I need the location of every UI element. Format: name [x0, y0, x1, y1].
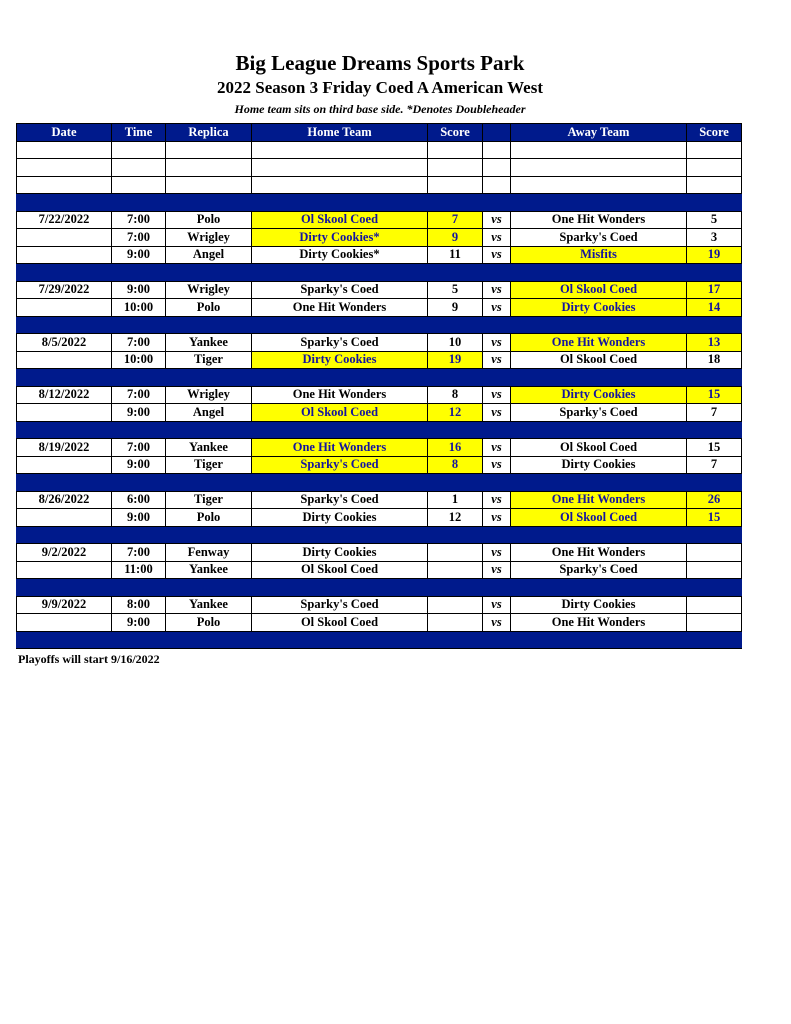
game-date: [17, 614, 112, 632]
vs-label: vs: [483, 596, 511, 614]
col-away-score: Score: [687, 124, 742, 142]
home-team: Dirty Cookies: [252, 351, 428, 369]
game-replica: Wrigley: [166, 281, 252, 299]
away-team: Misfits: [511, 246, 687, 264]
vs-label: vs: [483, 334, 511, 352]
game-replica: Angel: [166, 404, 252, 422]
away-score: 14: [687, 299, 742, 317]
home-team: Ol Skool Coed: [252, 561, 428, 579]
col-time: Time: [112, 124, 166, 142]
game-replica: Fenway: [166, 544, 252, 562]
home-team: One Hit Wonders: [252, 299, 428, 317]
home-score: 19: [428, 351, 483, 369]
away-team: Sparky's Coed: [511, 229, 687, 247]
game-time: 9:00: [112, 456, 166, 474]
game-time: 7:00: [112, 229, 166, 247]
game-date: [17, 561, 112, 579]
col-away-team: Away Team: [511, 124, 687, 142]
game-date: 7/29/2022: [17, 281, 112, 299]
week-separator: [17, 264, 742, 282]
away-team: Dirty Cookies: [511, 386, 687, 404]
home-score: 5: [428, 281, 483, 299]
game-time: 7:00: [112, 544, 166, 562]
home-team: Ol Skool Coed: [252, 404, 428, 422]
home-score: [428, 561, 483, 579]
game-row: [17, 351, 742, 369]
page-note: Home team sits on third base side. *Denotes Doubleheader: [234, 102, 526, 116]
game-replica: Tiger: [166, 491, 252, 509]
home-score: 1: [428, 491, 483, 509]
game-date: [17, 351, 112, 369]
game-row: [17, 491, 742, 509]
vs-label: vs: [483, 456, 511, 474]
game-time: 10:00: [112, 351, 166, 369]
game-row: [17, 334, 742, 352]
home-team: Dirty Cookies: [252, 544, 428, 562]
week-separator: [17, 526, 742, 544]
home-team: Ol Skool Coed: [252, 211, 428, 229]
game-date: [17, 229, 112, 247]
game-row: [17, 614, 742, 632]
away-team: Ol Skool Coed: [511, 281, 687, 299]
game-time: 9:00: [112, 404, 166, 422]
week-separator: [17, 421, 742, 439]
game-time: 7:00: [112, 439, 166, 457]
game-row: [17, 456, 742, 474]
game-replica: Yankee: [166, 596, 252, 614]
vs-label: vs: [483, 229, 511, 247]
away-score: 7: [687, 404, 742, 422]
away-team: One Hit Wonders: [511, 491, 687, 509]
home-score: 9: [428, 299, 483, 317]
away-score: 15: [687, 509, 742, 527]
game-replica: Yankee: [166, 439, 252, 457]
vs-label: vs: [483, 491, 511, 509]
vs-label: vs: [483, 246, 511, 264]
game-replica: Yankee: [166, 561, 252, 579]
home-score: 8: [428, 456, 483, 474]
blank-row: [17, 159, 742, 177]
vs-label: vs: [483, 211, 511, 229]
home-score: [428, 544, 483, 562]
vs-label: vs: [483, 299, 511, 317]
home-team: Dirty Cookies*: [252, 246, 428, 264]
away-team: Sparky's Coed: [511, 561, 687, 579]
game-date: 8/12/2022: [17, 386, 112, 404]
game-replica: Polo: [166, 299, 252, 317]
away-team: One Hit Wonders: [511, 334, 687, 352]
away-team: Ol Skool Coed: [511, 509, 687, 527]
game-time: 10:00: [112, 299, 166, 317]
home-team: Sparky's Coed: [252, 334, 428, 352]
home-score: 16: [428, 439, 483, 457]
game-row: [17, 229, 742, 247]
home-team: One Hit Wonders: [252, 386, 428, 404]
away-score: [687, 614, 742, 632]
home-score: [428, 596, 483, 614]
week-separator: [17, 369, 742, 387]
week-separator: [17, 474, 742, 492]
header-row: [17, 124, 742, 142]
home-team: Dirty Cookies: [252, 509, 428, 527]
title-block: [0, 50, 760, 117]
page-title: Big League Dreams Sports Park: [235, 51, 525, 75]
home-team: Sparky's Coed: [252, 491, 428, 509]
vs-label: vs: [483, 351, 511, 369]
away-team: One Hit Wonders: [511, 544, 687, 562]
home-score: 12: [428, 509, 483, 527]
game-replica: Polo: [166, 614, 252, 632]
game-time: 11:00: [112, 561, 166, 579]
game-time: 9:00: [112, 509, 166, 527]
away-score: 18: [687, 351, 742, 369]
away-team: One Hit Wonders: [511, 614, 687, 632]
away-score: 26: [687, 491, 742, 509]
vs-label: vs: [483, 544, 511, 562]
game-date: 8/26/2022: [17, 491, 112, 509]
game-row: [17, 596, 742, 614]
game-time: 7:00: [112, 386, 166, 404]
away-team: Dirty Cookies: [511, 596, 687, 614]
home-score: 7: [428, 211, 483, 229]
game-date: [17, 404, 112, 422]
away-score: 13: [687, 334, 742, 352]
game-date: [17, 509, 112, 527]
game-time: 8:00: [112, 596, 166, 614]
away-team: Sparky's Coed: [511, 404, 687, 422]
col-home-score: Score: [428, 124, 483, 142]
schedule-table: [16, 123, 742, 649]
game-time: 6:00: [112, 491, 166, 509]
game-row: [17, 211, 742, 229]
away-score: 17: [687, 281, 742, 299]
week-separator: [17, 194, 742, 212]
home-score: 9: [428, 229, 483, 247]
home-team: Sparky's Coed: [252, 281, 428, 299]
schedule-body: [17, 141, 742, 649]
col-date: Date: [17, 124, 112, 142]
game-row: [17, 246, 742, 264]
away-score: [687, 561, 742, 579]
home-team: One Hit Wonders: [252, 439, 428, 457]
game-replica: Angel: [166, 246, 252, 264]
away-team: Ol Skool Coed: [511, 351, 687, 369]
vs-label: vs: [483, 439, 511, 457]
vs-label: vs: [483, 561, 511, 579]
blank-row: [17, 176, 742, 194]
vs-label: vs: [483, 614, 511, 632]
page-subtitle: 2022 Season 3 Friday Coed A American West: [217, 78, 543, 97]
game-replica: Tiger: [166, 351, 252, 369]
vs-label: vs: [483, 386, 511, 404]
game-time: 9:00: [112, 246, 166, 264]
home-score: 11: [428, 246, 483, 264]
game-row: [17, 299, 742, 317]
away-score: 19: [687, 246, 742, 264]
game-replica: Yankee: [166, 334, 252, 352]
away-score: 15: [687, 439, 742, 457]
game-time: 9:00: [112, 614, 166, 632]
home-team: Dirty Cookies*: [252, 229, 428, 247]
away-team: One Hit Wonders: [511, 211, 687, 229]
away-team: Dirty Cookies: [511, 456, 687, 474]
game-date: [17, 456, 112, 474]
col-vs: [483, 124, 511, 142]
week-separator: [17, 631, 742, 649]
game-row: [17, 509, 742, 527]
vs-label: vs: [483, 509, 511, 527]
game-time: 7:00: [112, 334, 166, 352]
home-score: [428, 614, 483, 632]
game-row: [17, 386, 742, 404]
game-row: [17, 404, 742, 422]
game-date: 8/5/2022: [17, 334, 112, 352]
game-row: [17, 281, 742, 299]
game-date: 9/2/2022: [17, 544, 112, 562]
game-date: 9/9/2022: [17, 596, 112, 614]
away-team: Ol Skool Coed: [511, 439, 687, 457]
col-home-team: Home Team: [252, 124, 428, 142]
away-score: [687, 596, 742, 614]
week-separator: [17, 579, 742, 597]
home-score: 10: [428, 334, 483, 352]
away-score: 5: [687, 211, 742, 229]
game-date: [17, 299, 112, 317]
game-date: [17, 246, 112, 264]
vs-label: vs: [483, 404, 511, 422]
footer-note: Playoffs will start 9/16/2022: [18, 652, 160, 666]
game-replica: Wrigley: [166, 229, 252, 247]
home-score: 8: [428, 386, 483, 404]
col-replica: Replica: [166, 124, 252, 142]
game-replica: Polo: [166, 509, 252, 527]
game-replica: Wrigley: [166, 386, 252, 404]
game-replica: Tiger: [166, 456, 252, 474]
blank-row: [17, 141, 742, 159]
game-row: [17, 561, 742, 579]
game-row: [17, 544, 742, 562]
away-team: Dirty Cookies: [511, 299, 687, 317]
home-score: 12: [428, 404, 483, 422]
game-time: 7:00: [112, 211, 166, 229]
away-score: [687, 544, 742, 562]
game-row: [17, 439, 742, 457]
home-team: Ol Skool Coed: [252, 614, 428, 632]
week-separator: [17, 316, 742, 334]
away-score: 3: [687, 229, 742, 247]
vs-label: vs: [483, 281, 511, 299]
away-score: 15: [687, 386, 742, 404]
game-date: 8/19/2022: [17, 439, 112, 457]
home-team: Sparky's Coed: [252, 596, 428, 614]
game-time: 9:00: [112, 281, 166, 299]
game-date: 7/22/2022: [17, 211, 112, 229]
home-team: Sparky's Coed: [252, 456, 428, 474]
game-replica: Polo: [166, 211, 252, 229]
away-score: 7: [687, 456, 742, 474]
